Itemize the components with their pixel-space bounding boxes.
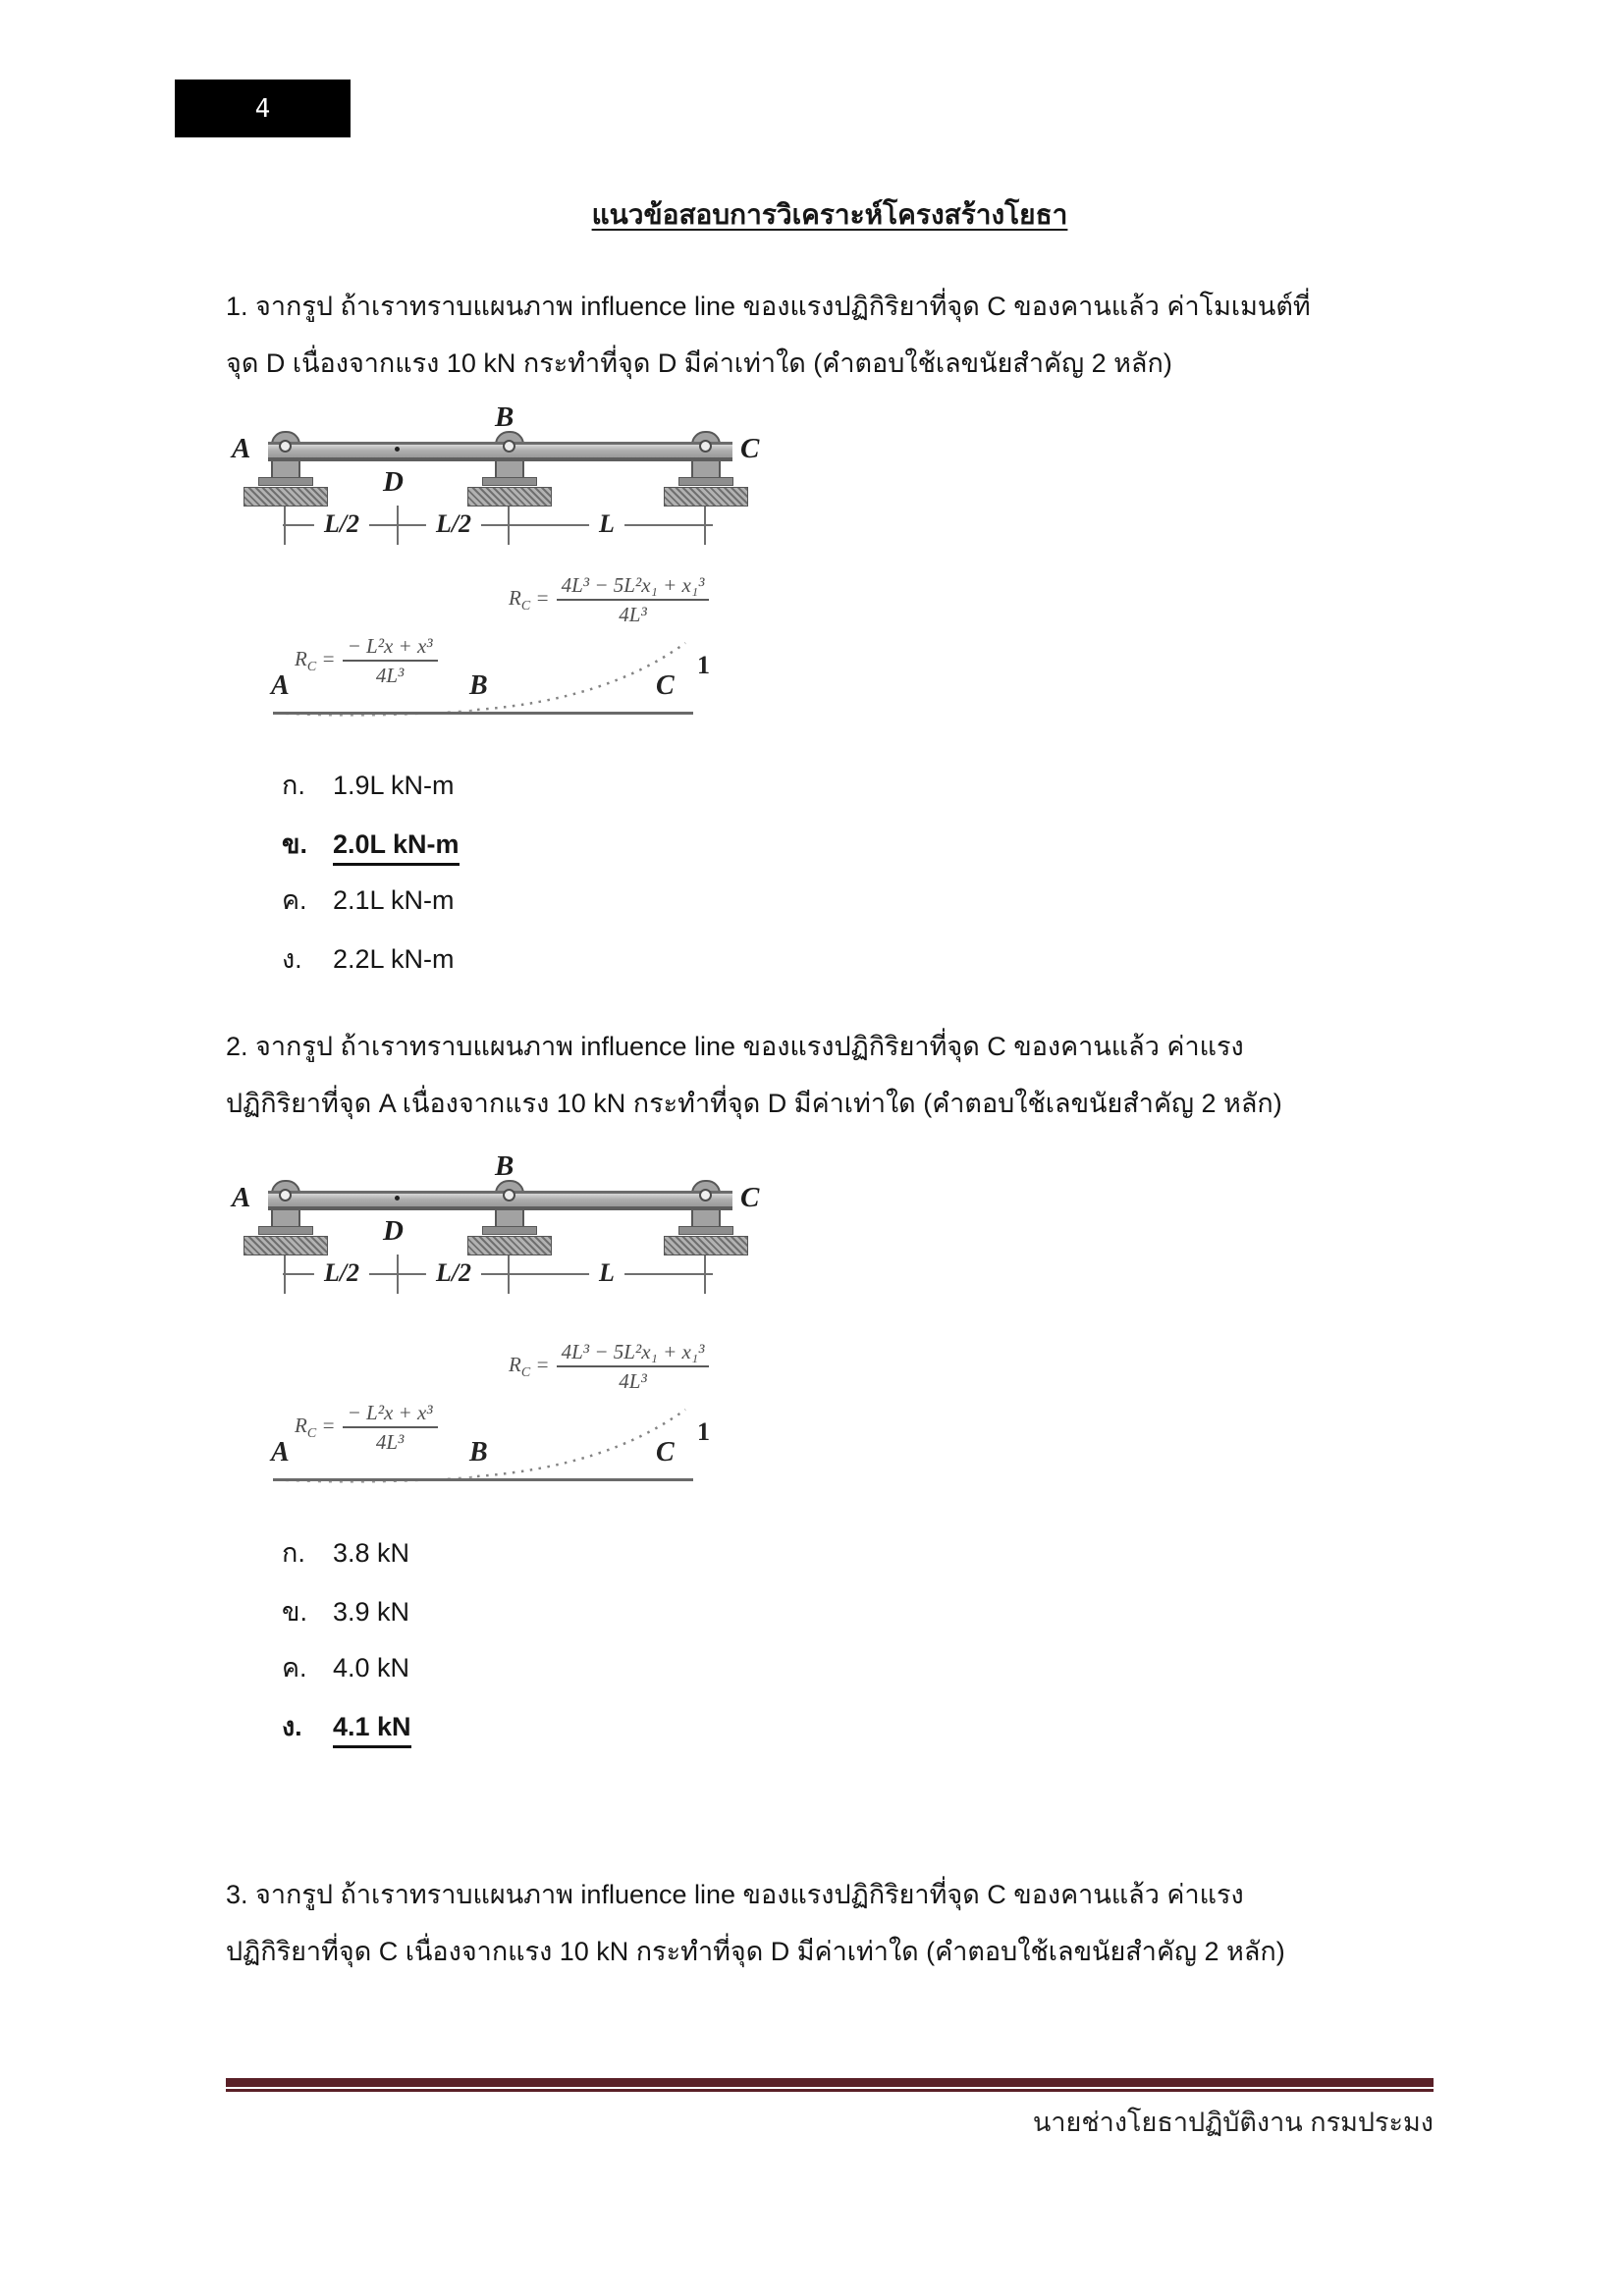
dim-label-l: L <box>589 506 624 543</box>
question-3-line-1: 3. จากรูป ถ้าเราทราบแผนภาพ influence line ของแรงปฏิกิริยาที่จุด C ของคานแล้ว ค่าแรง <box>226 1880 1244 1909</box>
dim-label-l2-1: L/2 <box>314 506 369 543</box>
dim-tick-c <box>704 1255 706 1294</box>
il-ordinate-one: 1 <box>697 1417 710 1446</box>
pin-hole-icon <box>279 1189 292 1201</box>
q2-choice-c: ค. 4.0 kN <box>282 1653 410 1682</box>
il-label-c: C <box>656 1437 675 1468</box>
beam-label-b: B <box>495 1150 514 1182</box>
page-number: 4 <box>254 93 271 124</box>
question-1-line-1: 1. จากรูป ถ้าเราทราบแผนภาพ influence line ของแรงปฏิกิริยาที่จุด C ของคานแล้ว ค่าโมเมนต์ที่ <box>226 292 1311 321</box>
pin-hole-icon <box>279 440 292 453</box>
footer-rule-thin <box>226 2089 1434 2092</box>
pin-hole-icon <box>699 440 712 453</box>
support-base <box>664 487 748 507</box>
il-baseline <box>273 712 693 715</box>
q2-choice-d-correct: ง. 4.1 kN <box>282 1708 411 1748</box>
support-base <box>467 487 552 507</box>
beam-label-a: A <box>232 433 251 464</box>
q1-choice-d: ง. 2.2L kN-m <box>282 944 455 974</box>
dim-tick-a <box>284 506 286 545</box>
dim-label-l2-2: L/2 <box>426 1255 481 1292</box>
question-3-line-2: ปฏิกิริยาที่จุด C เนื่องจากแรง 10 kN กระทำที่จุด D มีค่าเท่าใด (คำตอบใช้เลขนัยสำคัญ 2 หลัก) <box>226 1937 1285 1966</box>
pin-hole-icon <box>699 1189 712 1201</box>
q2-choice-b: ข. 3.9 kN <box>282 1597 410 1627</box>
il-baseline <box>273 1478 693 1481</box>
il-label-c: C <box>656 670 675 701</box>
beam-label-a: A <box>232 1182 251 1213</box>
q1-choice-b-correct: ข. 2.0L kN-m <box>282 826 460 866</box>
dim-tick-d <box>397 1255 399 1294</box>
beam-bar <box>268 442 732 461</box>
footer-text: นายช่างโยธาปฏิบัติงาน กรมประมง <box>1032 2108 1434 2137</box>
q1-choice-a: ก. 1.9L kN-m <box>282 771 455 800</box>
doc-title: แนวข้อสอบการวิเคราะห์โครงสร้างโยธา <box>591 199 1068 230</box>
dim-tick-c <box>704 506 706 545</box>
pin-hole-icon <box>503 1189 515 1201</box>
beam-label-d: D <box>383 1215 404 1247</box>
equation-rc-right-span: $R_C$ = $\frac{\text{4L³ − 5L²x₁ + x₁³}}{\text{4L³}}$ <box>509 572 709 628</box>
dim-label-l: L <box>589 1255 624 1292</box>
beam-point-d-dot <box>395 447 400 452</box>
dim-tick-b <box>508 506 510 545</box>
dim-label-l2-2: L/2 <box>426 506 481 543</box>
dim-tick-b <box>508 1255 510 1294</box>
beam-bar <box>268 1191 732 1210</box>
il-label-a: A <box>271 670 290 701</box>
dim-tick-a <box>284 1255 286 1294</box>
equation-rc-right-span: $R_C$ = $\frac{\text{4L³ − 5L²x₁ + x₁³}}{\text{4L³}}$ <box>509 1339 709 1395</box>
page-number-box <box>175 80 351 137</box>
q2-choice-a: ก. 3.8 kN <box>282 1538 410 1568</box>
dim-label-l2-1: L/2 <box>314 1255 369 1292</box>
beam-label-b: B <box>495 401 514 433</box>
influence-line-diagram <box>175 555 813 741</box>
footer-rule-thick <box>226 2078 1434 2087</box>
equation-rc-left-span: $R_C$ = $\frac{\text{− L²x + x³}}{\text{4L³}}$ <box>295 633 438 689</box>
support-base <box>664 1236 748 1255</box>
equation-rc-left-span: $R_C$ = $\frac{\text{− L²x + x³}}{\text{4L³}}$ <box>295 1400 438 1456</box>
beam-label-c: C <box>740 1182 760 1213</box>
il-label-b: B <box>469 670 488 701</box>
pin-hole-icon <box>503 440 515 453</box>
beam-figure-q2 <box>175 1150 813 1495</box>
support-base <box>244 487 328 507</box>
influence-line-diagram <box>175 1321 813 1508</box>
question-2-line-1: 2. จากรูป ถ้าเราทราบแผนภาพ influence line ของแรงปฏิกิริยาที่จุด C ของคานแล้ว ค่าแรง <box>226 1032 1244 1061</box>
beam-figure-q1 <box>175 401 813 746</box>
il-label-b: B <box>469 1437 488 1468</box>
beam-point-d-dot <box>395 1196 400 1201</box>
question-1-line-2: จุด D เนื่องจากแรง 10 kN กระทำที่จุด D มีค่าเท่าใด (คำตอบใช้เลขนัยสำคัญ 2 หลัก) <box>226 348 1172 378</box>
dim-tick-d <box>397 506 399 545</box>
il-label-a: A <box>271 1437 290 1468</box>
beam-label-d: D <box>383 466 404 498</box>
support-base <box>467 1236 552 1255</box>
beam-label-c: C <box>740 433 760 464</box>
q1-choice-c: ค. 2.1L kN-m <box>282 885 455 915</box>
support-base <box>244 1236 328 1255</box>
il-ordinate-one: 1 <box>697 651 710 679</box>
question-2-line-2: ปฏิกิริยาที่จุด A เนื่องจากแรง 10 kN กระทำที่จุด D มีค่าเท่าใด (คำตอบใช้เลขนัยสำคัญ 2 หลัก) <box>226 1089 1282 1118</box>
